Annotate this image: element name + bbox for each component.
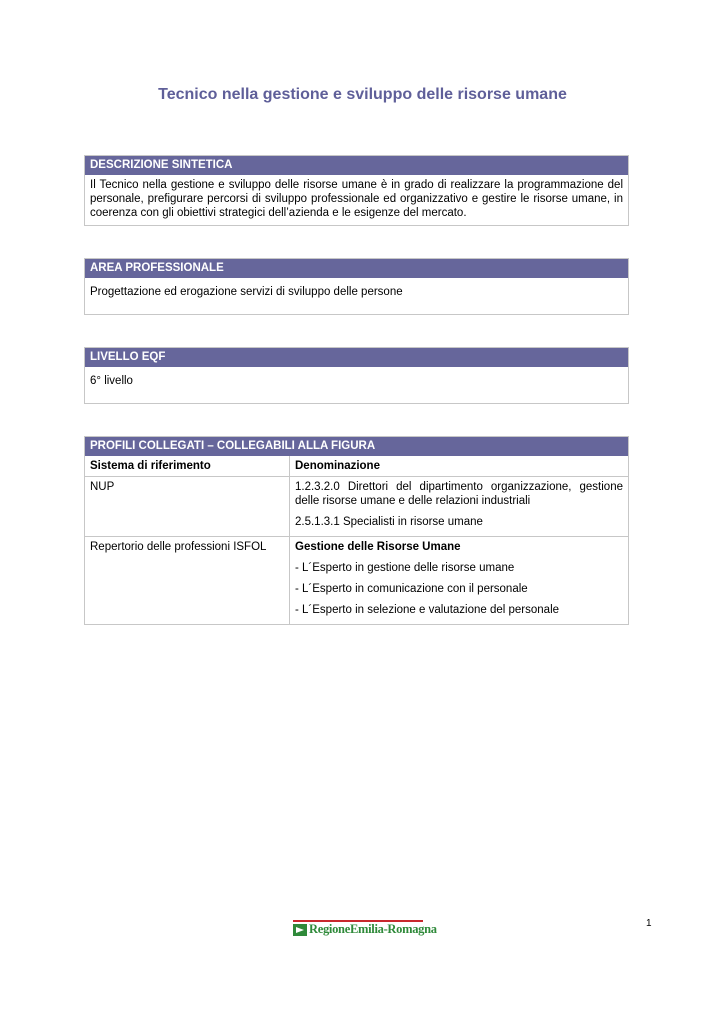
table-header-row [85,456,628,477]
profili-header: PROFILI COLLEGATI – COLLEGABILI ALLA FIGURA [85,437,628,456]
list-item: - L´Esperto in comunicazione con il personale [295,583,528,595]
denominazione-cell [290,537,629,625]
area-section [84,258,629,315]
list-item: 1.2.3.2.0 Direttori del dipartimento organizzazione, gestione delle risorse umane e delle relazioni industriali [295,481,623,507]
profili-table [85,456,628,624]
page-number: 1 [646,918,652,929]
livello-section [84,347,629,404]
area-header: AREA PROFESSIONALE [85,259,628,278]
descrizione-text: Il Tecnico nella gestione e sviluppo delle risorse umane è in grado di realizzare la programmazione del personale, prefigurare percorsi di sviluppo professionale ed organizzativo e gestire le risorse umane, in coerenza con gli obiettivi strategici dell’azienda e le esigenze del mercato. [90,179,623,219]
denominazione-cell [290,477,629,537]
table-row [85,537,628,625]
logo-flag-icon [293,924,307,936]
col-denominazione-header: Denominazione [290,456,629,477]
logo-text: RegioneEmilia-Romagna [309,922,437,936]
col-sistema-header: Sistema di riferimento [85,456,290,477]
livello-header: LIVELLO EQF [85,348,628,367]
table-row [85,477,628,537]
list-item: - L´Esperto in selezione e valutazione del personale [295,604,560,616]
list-heading: Gestione delle Risorse Umane [295,541,461,553]
page-title: Tecnico nella gestione e sviluppo delle risorse umane [158,86,567,103]
list-item: - L´Esperto in gestione delle risorse umane [295,562,515,574]
list-item: 2.5.1.3.1 Specialisti in risorse umane [295,516,483,528]
descrizione-header: DESCRIZIONE SINTETICA [85,156,628,175]
descrizione-section [84,155,629,226]
sistema-cell: Repertorio delle professioni ISFOL [85,537,290,625]
regione-logo [293,918,437,938]
area-text: Progettazione ed erogazione servizi di sviluppo delle persone [90,286,403,298]
profili-section [84,436,629,625]
sistema-cell: NUP [85,477,290,537]
livello-text: 6° livello [90,375,133,387]
